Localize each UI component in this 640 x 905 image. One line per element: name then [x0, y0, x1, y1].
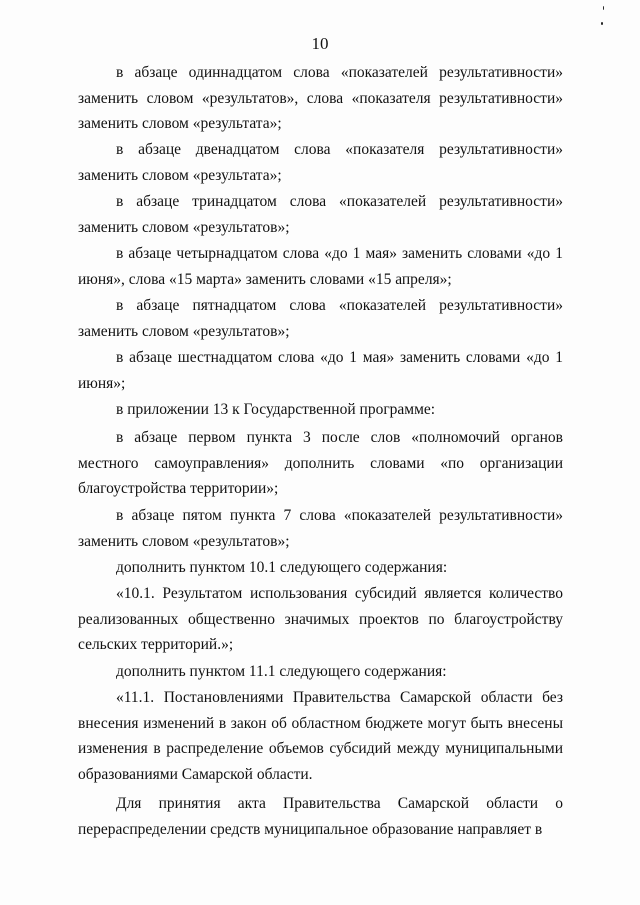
- paragraph-13: «11.1. Постановлениями Правительства Самарской области без внесения изменений в закон об областном бюджете могут быть внесены изменения в распределение объемов субсидий между муниципальными образованиями Самарской области.: [78, 689, 563, 783]
- paragraph-7: в приложении 13 к Государственной программе:: [116, 401, 436, 418]
- paragraph-3: в абзаце тринадцатом слова «показателей результативности» заменить словом «результатов»;: [78, 193, 563, 236]
- scan-speck: [603, 6, 604, 10]
- scan-speck: [601, 22, 603, 25]
- paragraph-12: дополнить пунктом 11.1 следующего содержания:: [116, 663, 447, 680]
- paragraph-10: дополнить пунктом 10.1 следующего содержания:: [116, 559, 448, 576]
- page-number: 10: [311, 34, 329, 53]
- paragraph-9: в абзаце пятом пункта 7 слова «показателей результативности» заменить словом «результатов»;: [78, 507, 563, 550]
- paragraph-11: «10.1. Результатом использования субсидий является количество реализованных общественно значимых проектов по благоустройству сельских территорий.»;: [78, 585, 563, 653]
- paragraph-14: Для принятия акта Правительства Самарской области о перераспределении средств муниципальное образование направляет в: [78, 795, 563, 838]
- paragraph-2: в абзаце двенадцатом слова «показателя результативности» заменить словом «результата»;: [78, 141, 563, 184]
- paragraph-5: в абзаце пятнадцатом слова «показателей результативности» заменить словом «результатов»;: [78, 297, 563, 340]
- paragraph-6: в абзаце шестнадцатом слова «до 1 мая» заменить словами «до 1 июня»;: [78, 349, 563, 392]
- paragraph-4: в абзаце четырнадцатом слова «до 1 мая» заменить словами «до 1 июня», слова «15 марта» заменить словами «15 апреля»;: [78, 245, 563, 288]
- paragraph-1: в абзаце одиннадцатом слова «показателей результативности» заменить словом «результатов», слова «показателя результативности» заменить словом «результата»;: [78, 64, 563, 132]
- paragraph-8: в абзаце первом пункта 3 после слов «полномочий органов местного самоуправления» дополнить словами «по организации благоустройства территории»;: [78, 429, 563, 497]
